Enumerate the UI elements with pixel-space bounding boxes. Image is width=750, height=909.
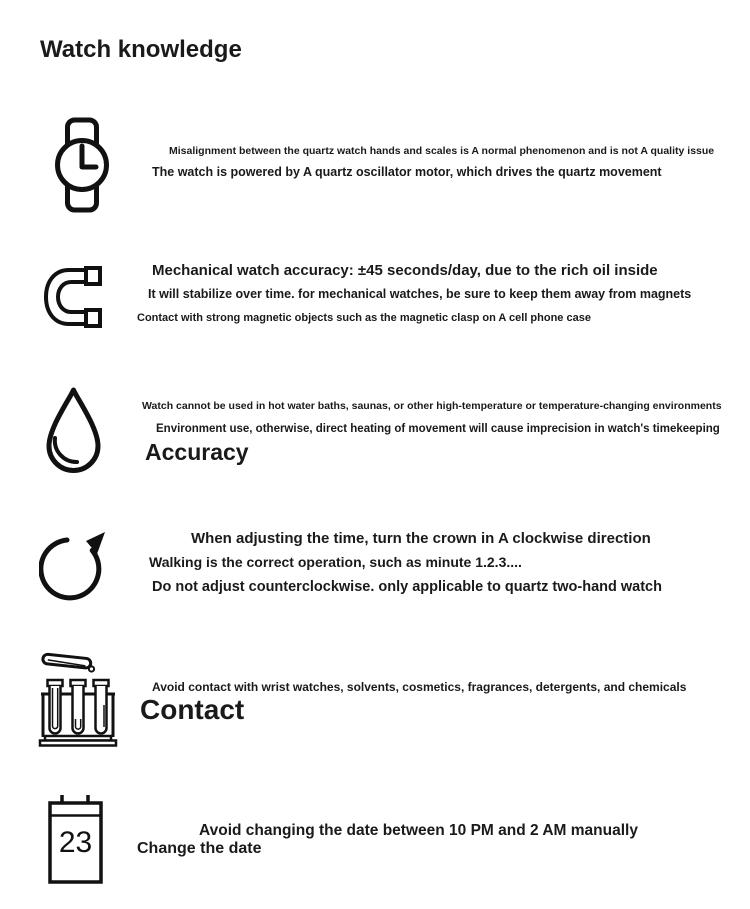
info-line: The watch is powered by A quartz oscillator motor, which drives the quartz movement xyxy=(152,165,662,179)
info-line: Avoid contact with wrist watches, solvents, cosmetics, fragrances, detergents, and chemicals xyxy=(152,680,687,694)
section-heading: Accuracy xyxy=(145,439,249,465)
magnet-icon xyxy=(42,266,104,328)
water-drop-icon xyxy=(42,385,105,475)
info-line: Mechanical watch accuracy: ±45 seconds/day, due to the rich oil inside xyxy=(152,262,658,279)
info-line: When adjusting the time, turn the crown in A clockwise direction xyxy=(191,530,651,547)
test-tubes-icon xyxy=(38,650,118,750)
info-line: Walking is the correct operation, such as minute 1.2.3.... xyxy=(149,554,522,570)
info-line: Do not adjust counterclockwise. only applicable to quartz two-hand watch xyxy=(152,579,662,595)
calendar-day: 23 xyxy=(58,826,93,859)
section-heading: Contact xyxy=(140,694,245,725)
wristwatch-icon xyxy=(55,117,109,213)
info-line: Contact with strong magnetic objects such as the magnetic clasp on A cell phone case xyxy=(137,312,591,324)
page-title: Watch knowledge xyxy=(40,36,242,63)
info-line: Watch cannot be used in hot water baths, saunas, or other high-temperature or temperature-changing environments xyxy=(142,400,722,412)
info-line: Avoid changing the date between 10 PM and 2 AM manually xyxy=(199,822,638,839)
info-line: It will stabilize over time. for mechanical watches, be sure to keep them away from magnets xyxy=(148,287,692,301)
clockwise-arrow-icon xyxy=(39,527,105,603)
calendar-icon xyxy=(48,793,103,885)
info-line: Misalignment between the quartz watch hands and scales is A normal phenomenon and is not A quality issue xyxy=(169,145,715,157)
info-line: Environment use, otherwise, direct heating of movement will cause imprecision in watch's timekeeping xyxy=(156,423,720,435)
info-line: Change the date xyxy=(137,840,262,857)
